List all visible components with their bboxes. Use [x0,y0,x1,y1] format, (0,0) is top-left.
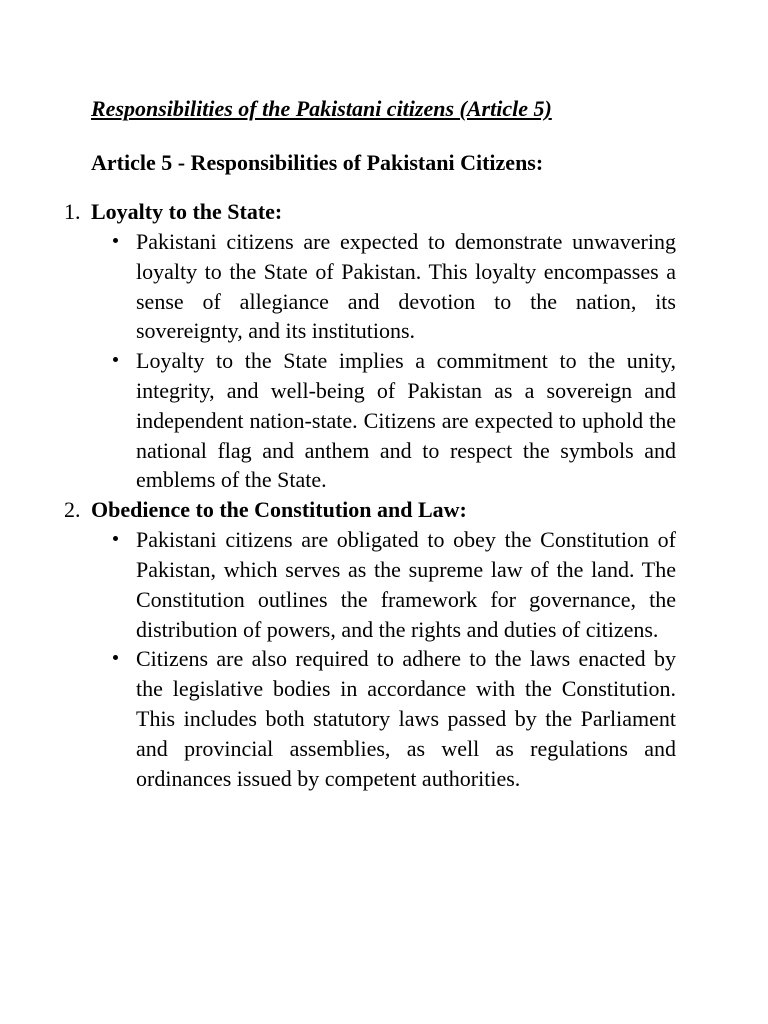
bullet-text: Loyalty to the State implies a commitment to the unity, integrity, and well-being of Pakistan as a sovereign and independent nation-state. Citizens are expected to uphold the national flag and anthem and to respect the symbols and emblems of the State. [136,348,676,493]
bullet-text: Pakistani citizens are obligated to obey the Constitution of Pakistan, which serves as the supreme law of the land. The Constitution outlines the framework for governance, the distribution of powers, and the rights and duties of citizens. [136,527,676,642]
section-header [0,197,768,227]
bullet-icon [113,655,118,660]
section-number: 1. [64,199,81,224]
section-heading: Loyalty to the State: [91,199,283,224]
document-title: Responsibilities of the Pakistani citizens (Article 5) [91,96,552,121]
bullet-text: Pakistani citizens are expected to demonstrate unwavering loyalty to the State of Pakistan. This loyalty encompasses a sense of allegiance and devotion to the nation, its sovereignty, and its institutions. [136,229,676,344]
article-heading: Article 5 - Responsibilities of Pakistani Citizens: [91,150,544,175]
list-item [0,227,768,346]
list-item [0,525,768,644]
bullet-list [0,227,768,495]
section-header [0,495,768,525]
section-list [0,197,768,793]
list-item [0,346,768,495]
list-item [0,644,768,793]
section-loyalty [0,197,768,495]
bullet-list [0,525,768,793]
bullet-text: Citizens are also required to adhere to the laws enacted by the legislative bodies in accordance with the Constitution. This includes both statutory laws passed by the Parliament and provincial assemblies, as well as regulations and ordinances issued by competent authorities. [136,646,676,791]
bullet-icon [113,536,118,541]
section-obedience [0,495,768,793]
bullet-icon [113,357,118,362]
section-heading: Obedience to the Constitution and Law: [91,497,467,523]
bullet-icon [113,238,118,243]
section-number: 2. [64,497,81,523]
